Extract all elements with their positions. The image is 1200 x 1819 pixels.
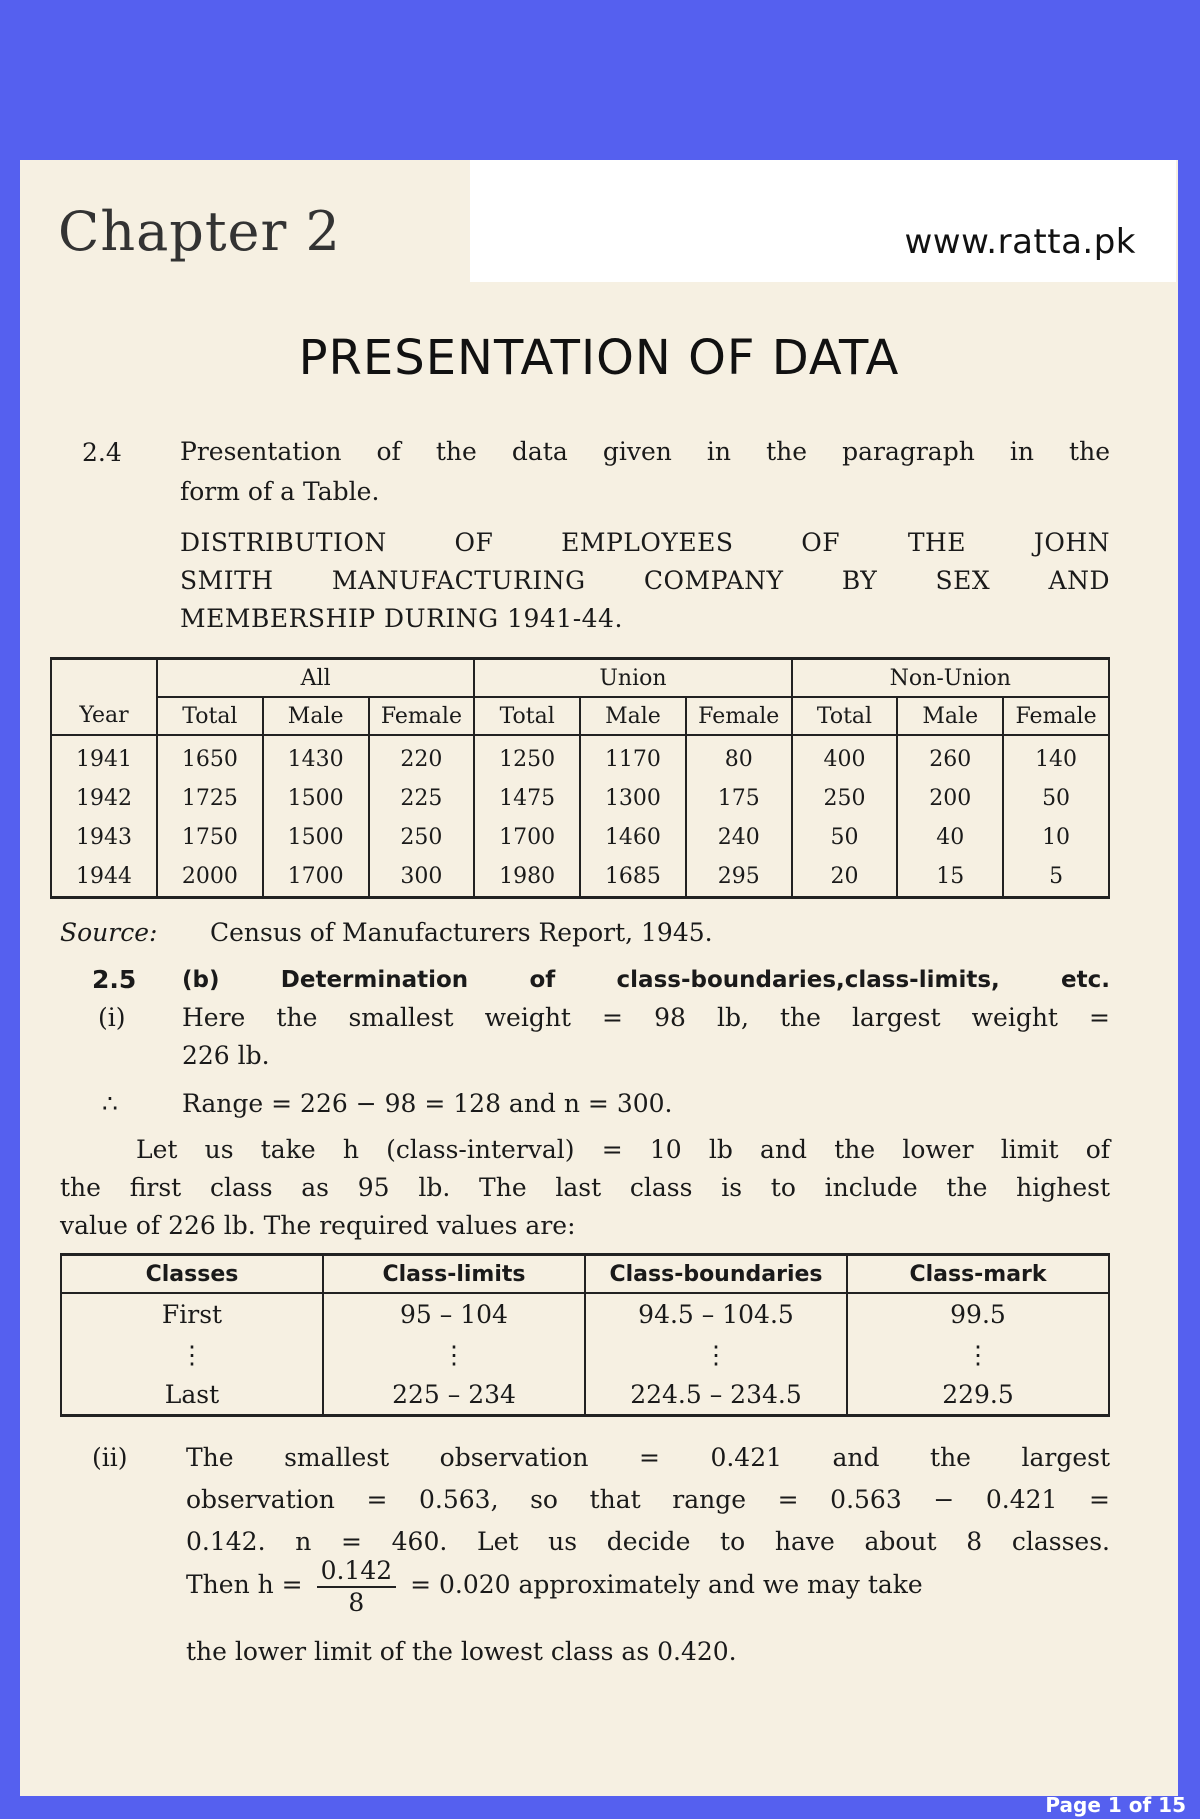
table-cell: 1430	[263, 735, 369, 779]
watermark-text: www.ratta.pk	[904, 222, 1136, 262]
sec-2-5-heading: (b) Determination of class-boundaries,class-limits, etc.	[182, 967, 1110, 993]
source-label	[60, 913, 157, 953]
header-classes: Classes	[61, 1255, 323, 1294]
table-row	[51, 818, 1109, 857]
source-text: Census of Manufacturers Report, 1945.	[210, 918, 713, 947]
table-cell: 300	[369, 857, 475, 898]
table-cell: 1700	[263, 857, 369, 898]
table-heading-line2: SMITH MANUFACTURING COMPANY BY SEX AND	[180, 566, 1110, 595]
employee-distribution-table	[50, 657, 1110, 899]
table-row	[51, 779, 1109, 818]
table-cell: 40	[897, 818, 1003, 857]
group-header-all: All	[157, 659, 474, 698]
table-row	[51, 857, 1109, 898]
subheader-female: Female	[1003, 697, 1109, 735]
class-values-table	[60, 1253, 1110, 1417]
table-cell: 1944	[51, 857, 157, 898]
subheader-total: Total	[157, 697, 263, 735]
table-cell: ⋮	[61, 1334, 323, 1374]
table-cell: 1943	[51, 818, 157, 857]
subheader-male: Male	[580, 697, 686, 735]
table-cell: 80	[686, 735, 792, 779]
header-class-limits: Class-limits	[323, 1255, 585, 1294]
line4-pre: Then h =	[186, 1570, 303, 1599]
group-header-non-union: Non-Union	[792, 659, 1109, 698]
table-cell: 1250	[474, 735, 580, 779]
group-header-union: Union	[474, 659, 791, 698]
table-cell: 250	[369, 818, 475, 857]
item-ii-line1: The smallest observation = 0.421 and the largest	[186, 1443, 1110, 1472]
item-ii-line2: observation = 0.563, so that range = 0.563 − 0.421 =	[186, 1485, 1110, 1514]
chapter-heading: Chapter 2	[58, 200, 341, 263]
table-row	[61, 1293, 1109, 1334]
table-cell: 5	[1003, 857, 1109, 898]
subheader-male: Male	[263, 697, 369, 735]
header-class-boundaries: Class-boundaries	[585, 1255, 847, 1294]
item-ii-label: (ii)	[92, 1443, 128, 1472]
table-cell: 20	[792, 857, 898, 898]
table-cell: Last	[61, 1374, 323, 1416]
table-cell: 1460	[580, 818, 686, 857]
year-header: Year	[51, 659, 157, 736]
range-line: Range = 226 − 98 = 128 and n = 300.	[182, 1089, 673, 1118]
table-cell: 220	[369, 735, 475, 779]
table-cell: 10	[1003, 818, 1109, 857]
item-i-label: (i)	[98, 1003, 126, 1032]
table-cell: 224.5 – 234.5	[585, 1374, 847, 1416]
table-cell: 2000	[157, 857, 263, 898]
table-cell: 225	[369, 779, 475, 818]
table-cell: ⋮	[323, 1334, 585, 1374]
table-cell: 1942	[51, 779, 157, 818]
sec-2-4-line1: Presentation of the data given in the paragraph in the	[180, 437, 1110, 466]
table-cell: 50	[792, 818, 898, 857]
table-cell: 1500	[263, 779, 369, 818]
subheader-female: Female	[369, 697, 475, 735]
table-heading-line1: DISTRIBUTION OF EMPLOYEES OF THE JOHN	[180, 528, 1110, 557]
table-cell: 1750	[157, 818, 263, 857]
therefore-symbol: ∴	[102, 1089, 118, 1118]
watermark-box	[470, 160, 1176, 282]
item-ii-line4	[186, 1554, 1110, 1618]
table-cell: First	[61, 1293, 323, 1334]
table-cell: 94.5 – 104.5	[585, 1293, 847, 1334]
header-class-mark: Class-mark	[847, 1255, 1109, 1294]
table-cell: 260	[897, 735, 1003, 779]
table-cell: 200	[897, 779, 1003, 818]
table-cell: 95 – 104	[323, 1293, 585, 1334]
item-ii-line3: 0.142. n = 460. Let us decide to have about 8 classes.	[186, 1527, 1110, 1556]
sec-2-4-line2: form of a Table.	[180, 477, 380, 506]
table-row	[61, 1374, 1109, 1416]
table-cell: 229.5	[847, 1374, 1109, 1416]
page-title: PRESENTATION OF DATA	[298, 330, 900, 386]
table-cell: 1500	[263, 818, 369, 857]
document-page	[20, 160, 1178, 1796]
table-cell: 1725	[157, 779, 263, 818]
item-i-line2: 226 lb.	[182, 1041, 270, 1070]
table-cell: 175	[686, 779, 792, 818]
table-cell: 250	[792, 779, 898, 818]
page-number: Page 1 of 15	[1045, 1793, 1186, 1817]
para-line3: value of 226 lb. The required values are:	[60, 1211, 576, 1240]
table-cell: 1475	[474, 779, 580, 818]
table-cell: 225 – 234	[323, 1374, 585, 1416]
table-cell: 1300	[580, 779, 686, 818]
table-cell: 240	[686, 818, 792, 857]
section-number-2-4: 2.4	[82, 438, 122, 467]
subheader-total: Total	[474, 697, 580, 735]
subheader-male: Male	[897, 697, 1003, 735]
fraction	[317, 1556, 397, 1618]
table-cell: 140	[1003, 735, 1109, 779]
table-cell: 1650	[157, 735, 263, 779]
table-cell: 400	[792, 735, 898, 779]
item-i-line1: Here the smallest weight = 98 lb, the largest weight =	[182, 1003, 1110, 1032]
subheader-total: Total	[792, 697, 898, 735]
fraction-numerator: 0.142	[317, 1556, 397, 1588]
source-label-text: Source:	[60, 918, 158, 947]
fraction-denominator: 8	[348, 1587, 365, 1617]
table-cell: 295	[686, 857, 792, 898]
table-cell: ⋮	[847, 1334, 1109, 1374]
table-cell: 1980	[474, 857, 580, 898]
table-cell: 1941	[51, 735, 157, 779]
para-line1: Let us take h (class-interval) = 10 lb and the lower limit of	[136, 1135, 1110, 1164]
subheader-female: Female	[686, 697, 792, 735]
table-row	[61, 1334, 1109, 1374]
item-ii-line5: the lower limit of the lowest class as 0.420.	[186, 1637, 737, 1666]
table-heading-line3: MEMBERSHIP DURING 1941-44.	[180, 604, 623, 633]
table-cell: 1685	[580, 857, 686, 898]
table-cell: 1700	[474, 818, 580, 857]
table-row	[51, 735, 1109, 779]
table-cell: 99.5	[847, 1293, 1109, 1334]
table-cell: 15	[897, 857, 1003, 898]
table-cell: 50	[1003, 779, 1109, 818]
table-cell: ⋮	[585, 1334, 847, 1374]
line4-post: = 0.020 approximately and we may take	[410, 1570, 923, 1599]
para-line2: the first class as 95 lb. The last class is to include the highest	[60, 1173, 1110, 1202]
section-number-2-5: 2.5	[92, 965, 137, 994]
table-cell: 1170	[580, 735, 686, 779]
